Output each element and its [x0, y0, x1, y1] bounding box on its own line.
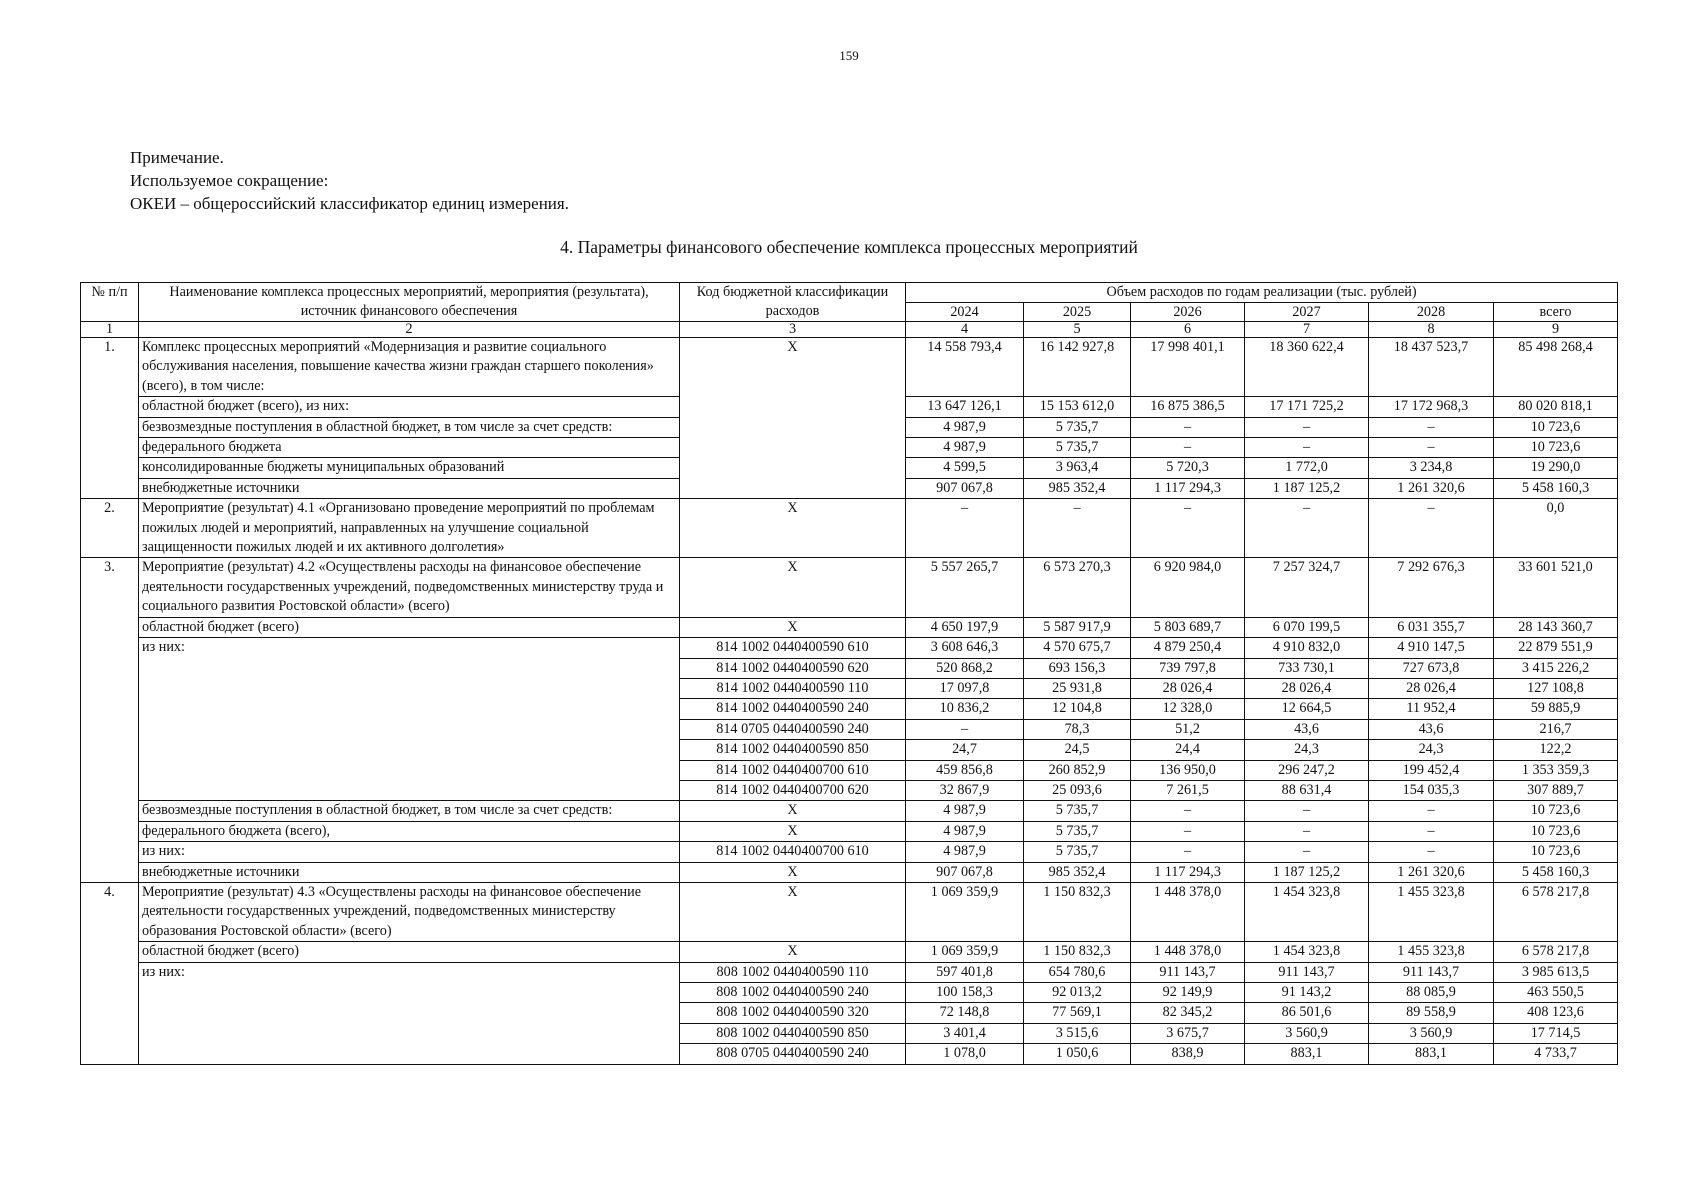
row-code: 808 1002 0440400590 240: [680, 983, 906, 1003]
column-number-row: [81, 322, 1618, 338]
note-title: Примечание.: [130, 148, 224, 167]
row-value: 3 985 613,5: [1494, 962, 1618, 982]
row-number: 4.: [81, 882, 139, 1064]
row-value: –: [1369, 438, 1494, 458]
row-value: 17 998 401,1: [1131, 338, 1245, 397]
row-value: 838,9: [1131, 1044, 1245, 1064]
note-block: [130, 146, 569, 215]
row-number: 1.: [81, 338, 139, 499]
row-value: 4 987,9: [906, 438, 1024, 458]
row-value: 4 733,7: [1494, 1044, 1618, 1064]
row-value: 72 148,8: [906, 1003, 1024, 1023]
row-value: 10 723,6: [1494, 417, 1618, 437]
row-value: 32 867,9: [906, 780, 1024, 800]
row-value: 7 292 676,3: [1369, 558, 1494, 617]
row-value: 1 150 832,3: [1024, 942, 1131, 962]
row-value: 907 067,8: [906, 478, 1024, 498]
row-value: 7 257 324,7: [1245, 558, 1369, 617]
table-row: [81, 942, 1618, 962]
row-value: 10 836,2: [906, 699, 1024, 719]
row-value: 199 452,4: [1369, 760, 1494, 780]
header-year-2028: 2028: [1369, 302, 1494, 322]
row-value: 1 261 320,6: [1369, 478, 1494, 498]
row-value: 80 020 818,1: [1494, 397, 1618, 417]
row-value: 16 142 927,8: [1024, 338, 1131, 397]
row-value: 17 097,8: [906, 678, 1024, 698]
row-value: 17 171 725,2: [1245, 397, 1369, 417]
row-number: 3.: [81, 558, 139, 883]
row-value: 739 797,8: [1131, 658, 1245, 678]
row-value: 51,2: [1131, 719, 1245, 739]
row-value: 77 569,1: [1024, 1003, 1131, 1023]
row-name: Мероприятие (результат) 4.3 «Осуществлены расходы на финансовое обеспечение деятельности государственных учреждений, подведомственных министерству образования Ростовской области» (всего): [139, 882, 680, 941]
row-value: 28 026,4: [1369, 678, 1494, 698]
row-value: 28 026,4: [1131, 678, 1245, 698]
row-value: 1 772,0: [1245, 458, 1369, 478]
row-value: 4 987,9: [906, 801, 1024, 821]
header-code: Код бюджетной классификации расходов: [680, 283, 906, 322]
table-row: [81, 821, 1618, 841]
column-number: 5: [1024, 322, 1131, 338]
row-value: 5 720,3: [1131, 458, 1245, 478]
row-value: 82 345,2: [1131, 1003, 1245, 1023]
row-value: 520 868,2: [906, 658, 1024, 678]
row-value: 12 664,5: [1245, 699, 1369, 719]
header-year-2025: 2025: [1024, 302, 1131, 322]
row-value: –: [1024, 499, 1131, 558]
row-value: 216,7: [1494, 719, 1618, 739]
column-number: 9: [1494, 322, 1618, 338]
row-name: Мероприятие (результат) 4.1 «Организовано проведение мероприятий по проблемам пожилых людей и мероприятий, направленных на улучшение социальной защищенности пожилых людей и их активного долголетия»: [139, 499, 680, 558]
row-value: 3 401,4: [906, 1023, 1024, 1043]
row-value: –: [1245, 842, 1369, 862]
column-number: 3: [680, 322, 906, 338]
row-value: 4 910 147,5: [1369, 638, 1494, 658]
row-value: 24,3: [1369, 740, 1494, 760]
row-value: 1 448 378,0: [1131, 942, 1245, 962]
row-value: 4 879 250,4: [1131, 638, 1245, 658]
row-value: 24,4: [1131, 740, 1245, 760]
table-row: [81, 962, 1618, 982]
row-value: 18 360 622,4: [1245, 338, 1369, 397]
row-value: 307 889,7: [1494, 780, 1618, 800]
row-code: 808 1002 0440400590 850: [680, 1023, 906, 1043]
row-code: X: [680, 558, 906, 617]
row-value: 911 143,7: [1369, 962, 1494, 982]
row-name: областной бюджет (всего): [139, 617, 680, 637]
row-code: X: [680, 882, 906, 941]
row-value: –: [1131, 842, 1245, 862]
row-code: 808 0705 0440400590 240: [680, 1044, 906, 1064]
row-value: 15 153 612,0: [1024, 397, 1131, 417]
row-value: 1 117 294,3: [1131, 862, 1245, 882]
row-value: 4 570 675,7: [1024, 638, 1131, 658]
row-code: 814 0705 0440400590 240: [680, 719, 906, 739]
row-value: 100 158,3: [906, 983, 1024, 1003]
row-value: 1 050,6: [1024, 1044, 1131, 1064]
row-value: –: [1245, 438, 1369, 458]
row-value: 17 172 968,3: [1369, 397, 1494, 417]
row-code: 814 1002 0440400590 110: [680, 678, 906, 698]
row-name: областной бюджет (всего), из них:: [139, 397, 680, 417]
row-value: –: [1245, 801, 1369, 821]
row-name: федерального бюджета (всего),: [139, 821, 680, 841]
header-name: Наименование комплекса процессных мероприятий, мероприятия (результата), источник финансового обеспечения: [139, 283, 680, 322]
row-value: –: [1369, 842, 1494, 862]
row-name: из них:: [139, 842, 680, 862]
row-code: 814 1002 0440400590 610: [680, 638, 906, 658]
row-value: –: [1369, 801, 1494, 821]
row-name: Мероприятие (результат) 4.2 «Осуществлены расходы на финансовое обеспечение деятельности государственных учреждений, подведомственных министерству труда и социального развития Ростовской области» (всего): [139, 558, 680, 617]
row-value: 693 156,3: [1024, 658, 1131, 678]
row-value: 59 885,9: [1494, 699, 1618, 719]
row-value: 92 149,9: [1131, 983, 1245, 1003]
row-name: безвозмездные поступления в областной бюджет, в том числе за счет средств:: [139, 417, 680, 437]
row-value: 3 963,4: [1024, 458, 1131, 478]
row-code: X: [680, 942, 906, 962]
row-value: 3 234,8: [1369, 458, 1494, 478]
row-code: X: [680, 821, 906, 841]
table-row: [81, 862, 1618, 882]
row-code: 814 1002 0440400590 850: [680, 740, 906, 760]
row-value: 3 415 226,2: [1494, 658, 1618, 678]
row-value: 4 987,9: [906, 417, 1024, 437]
row-value: 5 557 265,7: [906, 558, 1024, 617]
row-value: –: [906, 719, 1024, 739]
section-title: 4. Параметры финансового обеспечение комплекса процессных мероприятий: [560, 237, 1138, 257]
financing-table: [80, 282, 1618, 1065]
row-value: 1 069 359,9: [906, 882, 1024, 941]
row-value: 1 187 125,2: [1245, 862, 1369, 882]
row-value: 408 123,6: [1494, 1003, 1618, 1023]
row-value: 1 455 323,8: [1369, 942, 1494, 962]
row-value: 5 735,7: [1024, 801, 1131, 821]
row-value: 127 108,8: [1494, 678, 1618, 698]
row-value: 85 498 268,4: [1494, 338, 1618, 397]
row-value: 459 856,8: [906, 760, 1024, 780]
row-value: –: [1131, 821, 1245, 841]
row-value: 89 558,9: [1369, 1003, 1494, 1023]
row-value: 727 673,8: [1369, 658, 1494, 678]
row-value: –: [1369, 417, 1494, 437]
row-value: 28 026,4: [1245, 678, 1369, 698]
row-value: 6 070 199,5: [1245, 617, 1369, 637]
row-value: 1 117 294,3: [1131, 478, 1245, 498]
row-value: –: [1131, 499, 1245, 558]
row-value: –: [1245, 499, 1369, 558]
table-row: [81, 882, 1618, 941]
table-row: [81, 842, 1618, 862]
row-value: 5 587 917,9: [1024, 617, 1131, 637]
row-value: 122,2: [1494, 740, 1618, 760]
row-value: 10 723,6: [1494, 821, 1618, 841]
row-value: 1 150 832,3: [1024, 882, 1131, 941]
row-code: X: [680, 801, 906, 821]
row-name: из них:: [139, 638, 680, 801]
note-abbrev-okei: ОКЕИ – общероссийский классификатор единиц измерения.: [130, 194, 569, 213]
row-code: 814 1002 0440400590 240: [680, 699, 906, 719]
row-value: 6 031 355,7: [1369, 617, 1494, 637]
table-row: [81, 499, 1618, 558]
row-value: 5 458 160,3: [1494, 862, 1618, 882]
table-row: [81, 801, 1618, 821]
row-value: 4 650 197,9: [906, 617, 1024, 637]
row-value: 28 143 360,7: [1494, 617, 1618, 637]
table-row: [81, 558, 1618, 617]
row-name: федерального бюджета: [139, 438, 680, 458]
row-value: 4 599,5: [906, 458, 1024, 478]
row-value: 4 987,9: [906, 821, 1024, 841]
row-value: 12 104,8: [1024, 699, 1131, 719]
row-value: 5 803 689,7: [1131, 617, 1245, 637]
row-value: 17 714,5: [1494, 1023, 1618, 1043]
row-value: 907 067,8: [906, 862, 1024, 882]
column-number: 2: [139, 322, 680, 338]
row-value: 5 735,7: [1024, 438, 1131, 458]
row-code: X: [680, 338, 906, 499]
column-number: 4: [906, 322, 1024, 338]
row-value: 14 558 793,4: [906, 338, 1024, 397]
row-value: –: [1245, 417, 1369, 437]
row-value: 24,3: [1245, 740, 1369, 760]
header-total: всего: [1494, 302, 1618, 322]
table-row: [81, 638, 1618, 658]
row-value: 136 950,0: [1131, 760, 1245, 780]
row-value: 6 578 217,8: [1494, 882, 1618, 941]
row-value: 1 187 125,2: [1245, 478, 1369, 498]
row-value: 43,6: [1245, 719, 1369, 739]
row-value: 3 608 646,3: [906, 638, 1024, 658]
table-row: [81, 338, 1618, 397]
page-number: 159: [839, 48, 859, 63]
row-code: X: [680, 499, 906, 558]
row-value: 985 352,4: [1024, 478, 1131, 498]
row-value: –: [1369, 499, 1494, 558]
row-value: 883,1: [1245, 1044, 1369, 1064]
row-value: 3 675,7: [1131, 1023, 1245, 1043]
row-value: 154 035,3: [1369, 780, 1494, 800]
row-value: 1 078,0: [906, 1044, 1024, 1064]
row-code: 814 1002 0440400700 610: [680, 842, 906, 862]
row-value: 5 735,7: [1024, 821, 1131, 841]
row-value: 5 735,7: [1024, 842, 1131, 862]
row-value: 13 647 126,1: [906, 397, 1024, 417]
row-value: 11 952,4: [1369, 699, 1494, 719]
row-code: 814 1002 0440400590 620: [680, 658, 906, 678]
header-year-2027: 2027: [1245, 302, 1369, 322]
column-number: 6: [1131, 322, 1245, 338]
column-number: 8: [1369, 322, 1494, 338]
row-value: 10 723,6: [1494, 438, 1618, 458]
header-year-2024: 2024: [906, 302, 1024, 322]
row-value: 10 723,6: [1494, 801, 1618, 821]
row-code: 814 1002 0440400700 610: [680, 760, 906, 780]
row-value: 883,1: [1369, 1044, 1494, 1064]
row-value: 260 852,9: [1024, 760, 1131, 780]
row-value: 7 261,5: [1131, 780, 1245, 800]
row-value: 1 261 320,6: [1369, 862, 1494, 882]
row-value: 24,7: [906, 740, 1024, 760]
column-number: 7: [1245, 322, 1369, 338]
row-value: 91 143,2: [1245, 983, 1369, 1003]
header-volume: Объем расходов по годам реализации (тыс. рублей): [906, 283, 1618, 303]
row-name: безвозмездные поступления в областной бюджет, в том числе за счет средств:: [139, 801, 680, 821]
row-value: 4 987,9: [906, 842, 1024, 862]
table-row: [81, 617, 1618, 637]
row-value: 5 735,7: [1024, 417, 1131, 437]
row-value: 1 454 323,8: [1245, 942, 1369, 962]
row-number: 2.: [81, 499, 139, 558]
column-number: 1: [81, 322, 139, 338]
row-value: 654 780,6: [1024, 962, 1131, 982]
row-value: 25 931,8: [1024, 678, 1131, 698]
row-value: 0,0: [1494, 499, 1618, 558]
row-value: 1 353 359,3: [1494, 760, 1618, 780]
header-year-2026: 2026: [1131, 302, 1245, 322]
row-value: 43,6: [1369, 719, 1494, 739]
row-value: 6 573 270,3: [1024, 558, 1131, 617]
row-code: 808 1002 0440400590 320: [680, 1003, 906, 1023]
row-value: 3 560,9: [1245, 1023, 1369, 1043]
row-name: Комплекс процессных мероприятий «Модернизация и развитие социального обслуживания населения, повышение качества жизни граждан старшего поколения» (всего), в том числе:: [139, 338, 680, 397]
row-value: 985 352,4: [1024, 862, 1131, 882]
row-value: 6 578 217,8: [1494, 942, 1618, 962]
row-value: 733 730,1: [1245, 658, 1369, 678]
row-value: –: [1131, 417, 1245, 437]
row-value: 1 454 323,8: [1245, 882, 1369, 941]
row-name: внебюджетные источники: [139, 478, 680, 498]
row-code: X: [680, 862, 906, 882]
row-value: 597 401,8: [906, 962, 1024, 982]
row-code: X: [680, 617, 906, 637]
row-value: 12 328,0: [1131, 699, 1245, 719]
row-value: 33 601 521,0: [1494, 558, 1618, 617]
note-abbrev-label: Используемое сокращение:: [130, 171, 329, 190]
row-value: 911 143,7: [1131, 962, 1245, 982]
row-value: 19 290,0: [1494, 458, 1618, 478]
header-num: № п/п: [81, 283, 139, 322]
row-value: 1 069 359,9: [906, 942, 1024, 962]
row-value: 5 458 160,3: [1494, 478, 1618, 498]
row-value: 88 631,4: [1245, 780, 1369, 800]
row-name: консолидированные бюджеты муниципальных образований: [139, 458, 680, 478]
row-value: 4 910 832,0: [1245, 638, 1369, 658]
row-value: 24,5: [1024, 740, 1131, 760]
row-value: 3 560,9: [1369, 1023, 1494, 1043]
row-code: 814 1002 0440400700 620: [680, 780, 906, 800]
row-name: из них:: [139, 962, 680, 1064]
row-value: 1 455 323,8: [1369, 882, 1494, 941]
row-value: 78,3: [1024, 719, 1131, 739]
row-value: –: [1131, 801, 1245, 821]
row-value: 86 501,6: [1245, 1003, 1369, 1023]
row-name: внебюджетные источники: [139, 862, 680, 882]
row-value: –: [1369, 821, 1494, 841]
row-value: 6 920 984,0: [1131, 558, 1245, 617]
row-value: 911 143,7: [1245, 962, 1369, 982]
row-value: –: [906, 499, 1024, 558]
row-value: 3 515,6: [1024, 1023, 1131, 1043]
row-value: 1 448 378,0: [1131, 882, 1245, 941]
row-value: 16 875 386,5: [1131, 397, 1245, 417]
row-value: 88 085,9: [1369, 983, 1494, 1003]
row-name: областной бюджет (всего): [139, 942, 680, 962]
row-value: 296 247,2: [1245, 760, 1369, 780]
row-value: –: [1131, 438, 1245, 458]
row-value: 463 550,5: [1494, 983, 1618, 1003]
row-value: 18 437 523,7: [1369, 338, 1494, 397]
row-value: –: [1245, 821, 1369, 841]
row-value: 10 723,6: [1494, 842, 1618, 862]
row-value: 25 093,6: [1024, 780, 1131, 800]
row-value: 92 013,2: [1024, 983, 1131, 1003]
row-code: 808 1002 0440400590 110: [680, 962, 906, 982]
row-value: 22 879 551,9: [1494, 638, 1618, 658]
